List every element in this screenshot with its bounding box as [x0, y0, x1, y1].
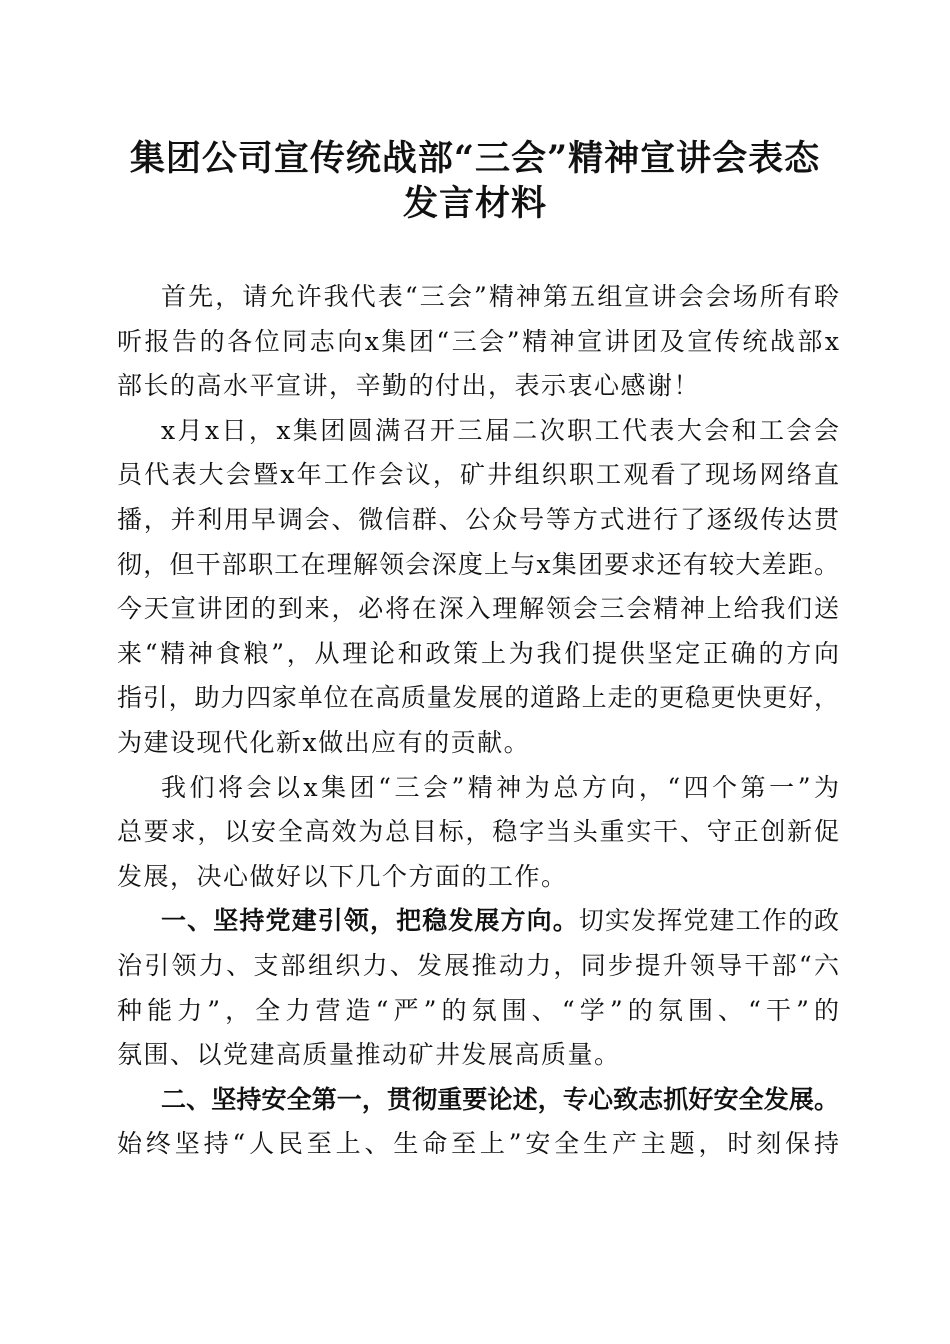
text-line	[161, 899, 839, 943]
text-line	[117, 364, 839, 408]
text-line	[117, 632, 839, 676]
text-line	[161, 766, 839, 810]
text-line	[117, 855, 839, 899]
bold-heading-text: 一、坚持党建引领，把稳发展方向。	[161, 906, 579, 936]
text-line	[161, 409, 839, 453]
line-text: 种能力”，全力营造“严”的氛围、“学”的氛围、“干”的	[117, 995, 839, 1025]
text-line	[117, 453, 839, 497]
line-text: x月x日，x集团圆满召开三届二次职工代表大会和工会会	[161, 415, 839, 445]
line-text: 播，并利用早调会、微信群、公众号等方式进行了逐级传达贯	[117, 505, 839, 534]
line-text: 始终坚持“人民至上、生命至上”安全生产主题，时刻保持	[117, 1129, 839, 1159]
line-text: 指引，助力四家单位在高质量发展的道路上走的更稳更快更好，	[117, 683, 839, 713]
text-line	[117, 498, 839, 542]
document-title-line-2: 发言材料	[402, 183, 547, 224]
line-text: 治引领力、支部组织力、发展推动力，同步提升领导干部“六	[117, 951, 839, 980]
line-text: 今天宣讲团的到来，必将在深入理解领会三会精神上给我们送	[117, 594, 839, 624]
bold-heading-text: 二、坚持安全第一，贯彻重要论述，专心致志抓好安全发展。	[161, 1084, 839, 1114]
text-line	[117, 944, 839, 988]
text-line	[117, 810, 839, 854]
text-line	[117, 543, 839, 587]
document-title-line-1: 集团公司宣传统战部“三会”精神宣讲会表态	[129, 138, 821, 179]
text-line	[117, 1122, 839, 1166]
line-text: 首先，请允许我代表“三会”精神第五组宣讲会会场所有聆	[161, 282, 839, 311]
text-line	[117, 676, 839, 720]
line-text: 听报告的各位同志向x集团“三会”精神宣讲团及宣传统战部x	[117, 326, 839, 356]
text-line	[117, 721, 839, 765]
text-line	[117, 320, 839, 364]
line-text: 切实发挥党建工作的政	[578, 906, 839, 936]
text-line	[117, 1033, 839, 1077]
text-line	[117, 989, 839, 1033]
line-text: 彻，但干部职工在理解领会深度上与x集团要求还有较大差距。	[117, 549, 839, 579]
line-text: 我们将会以x集团“三会”精神为总方向，“四个第一”为	[161, 772, 839, 802]
line-text: 发展，决心做好以下几个方面的工作。	[117, 861, 568, 891]
line-text: 总要求，以安全高效为总目标，稳字当头重实干、守正创新促	[117, 817, 839, 847]
line-text: 来“精神食粮”，从理论和政策上为我们提供坚定正确的方向	[117, 638, 839, 668]
line-text: 为建设现代化新x做出应有的贡献。	[117, 728, 531, 757]
line-text: 部长的高水平宣讲，辛勤的付出，表示衷心感谢！	[117, 371, 701, 401]
text-line	[161, 1078, 839, 1122]
text-line	[161, 275, 839, 319]
text-line	[117, 587, 839, 631]
line-text: 员代表大会暨x年工作会议，矿井组织职工观看了现场网络直	[117, 460, 839, 490]
line-text: 氛围、以党建高质量推动矿井发展高质量。	[117, 1040, 621, 1070]
